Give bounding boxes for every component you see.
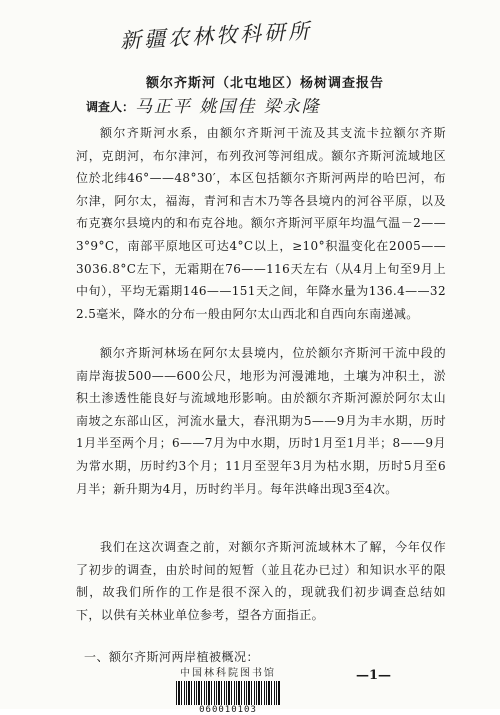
author-signatures: 马正平 姚国佳 梁永隆: [135, 97, 321, 117]
barcode-number: 060010103: [199, 705, 257, 715]
paragraph-river-system: 额尔齐斯河水系，由额尔齐斯河干流及其支流卡拉额尔齐斯河，克朗河，布尔津河，布列孜河等河组成。额尔齐斯河流域地区位於北纬46°——48°30′，本区包括额尔齐斯河两岸的哈巴河，布尔津，阿尔太，福海，青河和吉木乃等各县境内的河谷平原，以及布克赛尔县境内的和布克谷地。额尔齐斯河平原年均温气温－2——3°9°C，南部平原地区可达4°C以上，≥10°积温变化在2005——3036.8°C左下，无霜期在76——116天左右（从4月上旬至9月上中旬），平均无霜期146——151天之间，年降水量为136.4——322.5毫米，降水的分布一般由阿尔太山西北和自西向东南递减。: [76, 126, 446, 321]
authors-label: 调查人：: [86, 100, 135, 114]
paragraph-survey-note: 我们在这次调查之前，对额尔齐斯河流域林木了解，今年仅作了初步的调查，由於时间的短暂（並且花办已过）和知识水平的限制，故我们所作的工作是很不深入的，现就我们初步调查总结如下，以供有关林业单位参考，望各方面指正。: [76, 540, 446, 622]
handwritten-title: 新疆农林牧科研所: [119, 18, 313, 54]
barcode-icon: [176, 681, 280, 705]
section-heading: 一、额尔齐斯河两岸植被概况：: [84, 650, 260, 664]
document-title: 额尔齐斯河（北屯地区）杨树调查报告: [145, 76, 384, 91]
library-stamp: [172, 664, 284, 715]
page-number: —1—: [356, 668, 392, 683]
library-stamp-text: 中国林科院图书馆: [180, 668, 276, 679]
paragraph-forest-farm: 额尔齐斯河林场在阿尔太县境内，位於额尔齐斯河干流中段的南岸海拔500——600公尺，地形为河漫滩地，土壤为冲积土，淤积土渗透性能良好与流域地形影响。由於额尔齐斯河源於阿尔太山南坡之东部山区，河流水量大，春汛期为5——9月为丰水期，历时1月半至两个月；6——7月为中水期，历时1月至1月半；8——9月为常水期，历时约3个月；11月至翌年3月为枯水期，历时5月至6月半；新升期为4月，历时约半月。每年洪峰出现3至4次。: [76, 346, 446, 496]
